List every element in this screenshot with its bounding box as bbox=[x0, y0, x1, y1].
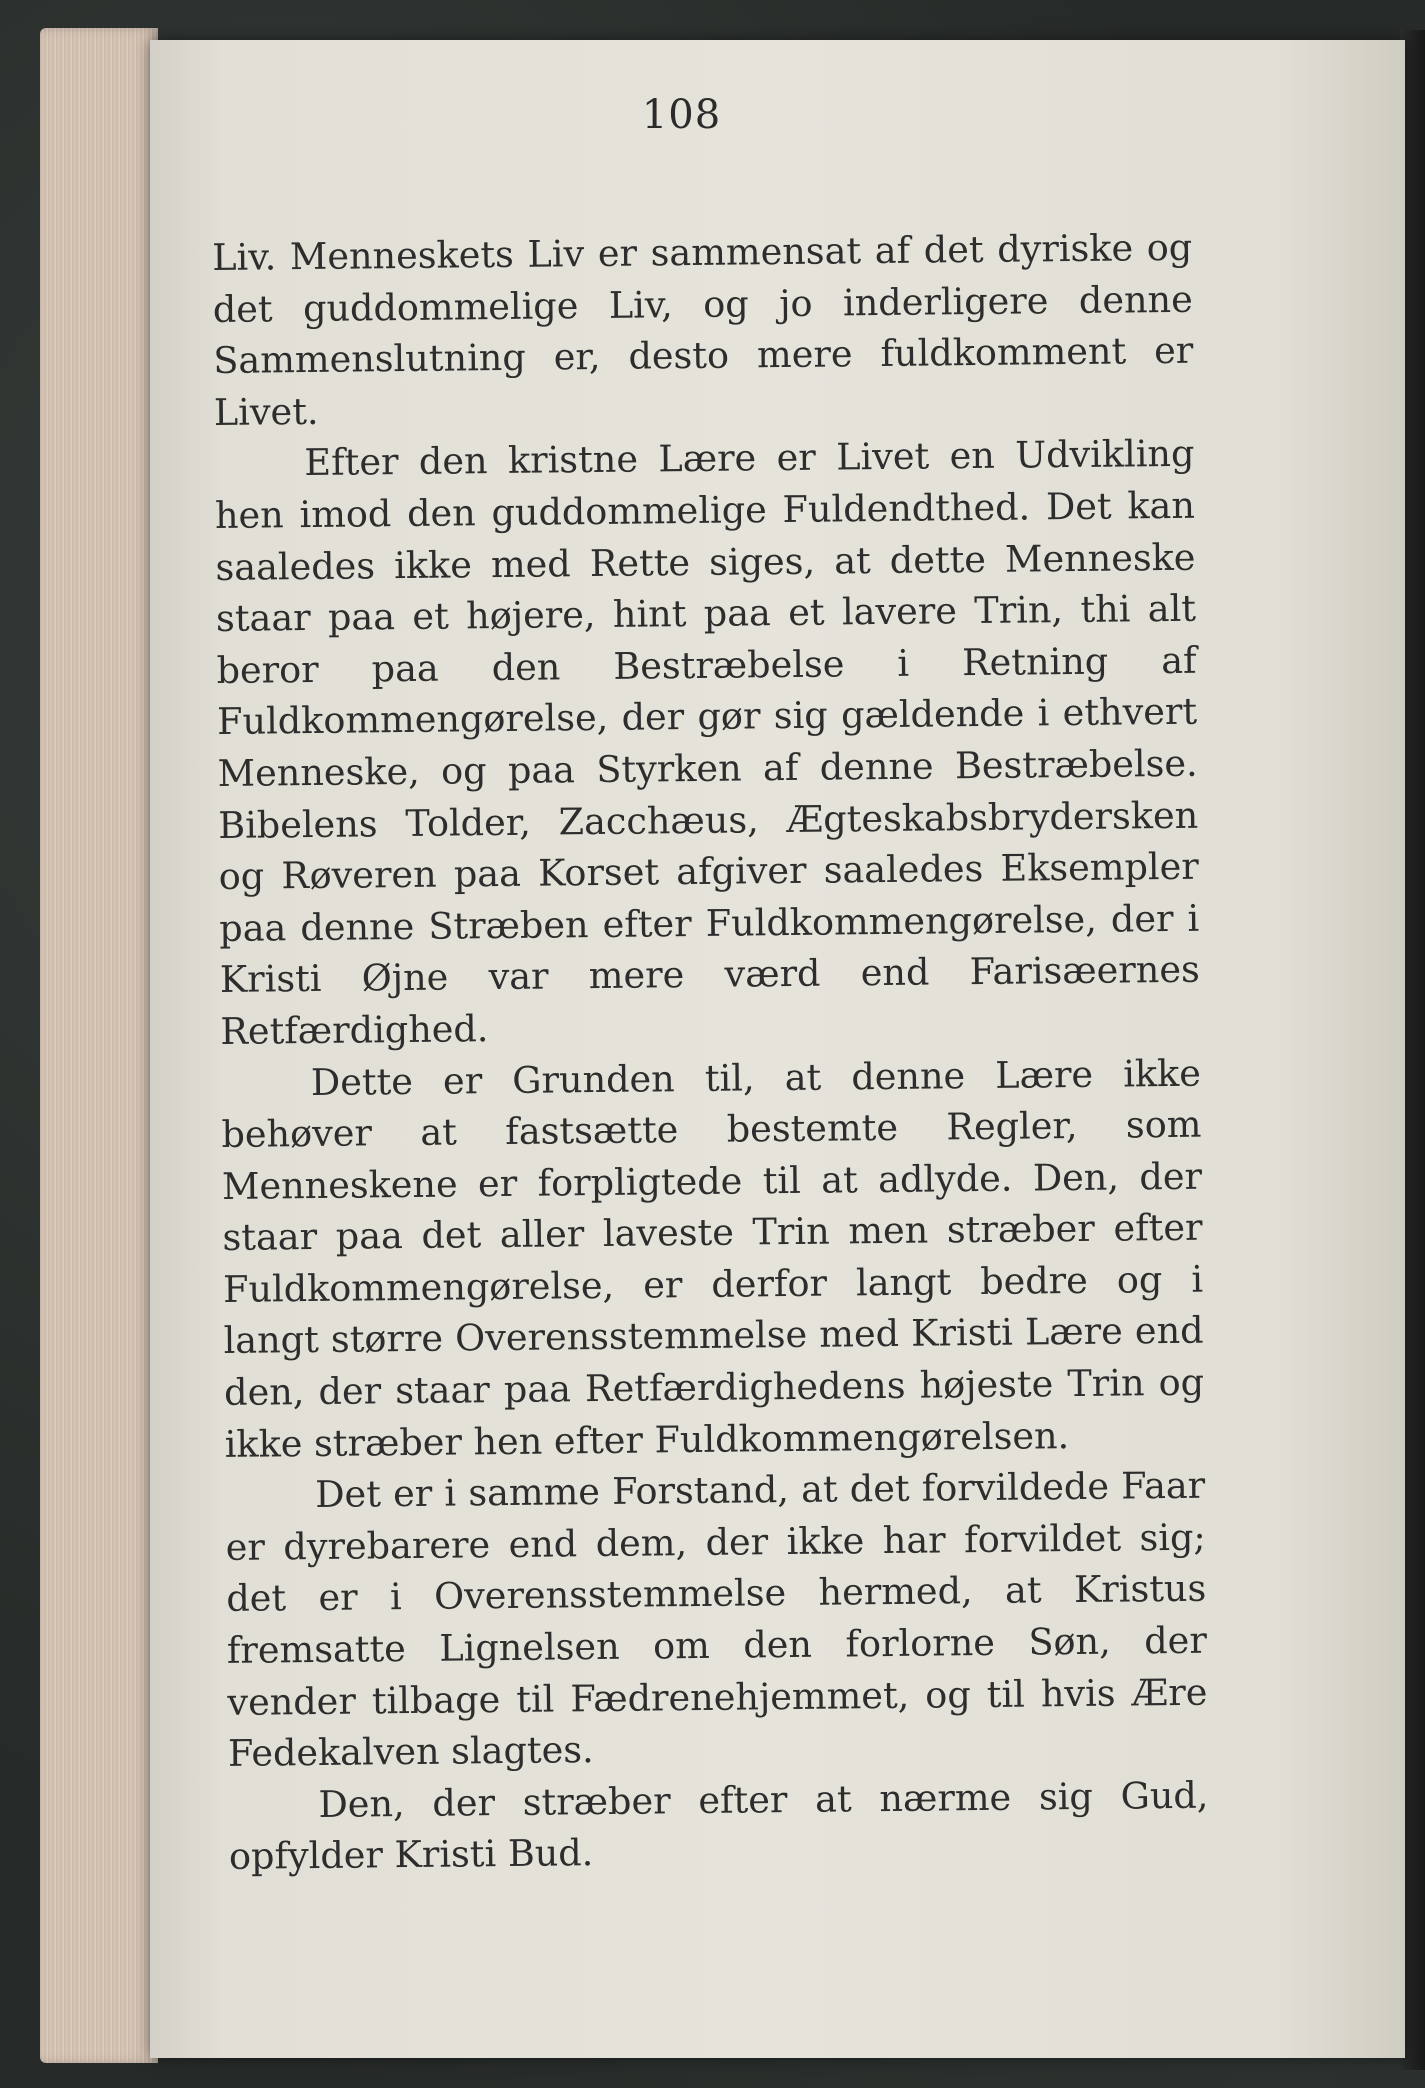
paragraph-3: Dette er Grunden til, at denne Lære ikke behøver at fastsætte bestemte Regler, som Menneskene er forpligtede til at adlyde. Den, der staar paa det aller laveste Trin men stræber efter Fuldkommengørelse, er derfor langt bedre og i langt større Overensstemmelse med Kristi Lære end den, der staar paa Retfærdighedens højeste Trin og ikke stræber hen efter Fuldkommengørelsen. bbox=[221, 1051, 1205, 1466]
page-text bbox=[212, 222, 1209, 1883]
page-edges bbox=[40, 28, 158, 2063]
paragraph-5: Den, der stræber efter at nærme sig Gud, opfylder Kristi Bud. bbox=[228, 1773, 1209, 1879]
paragraph-4: Det er i samme Forstand, at det forvildede Faar er dyrebarere end dem, der ikke har forvildet sig; det er i Overensstemmelse hermed, at Kristus fremsatte Lignelsen om den forlorne Søn, der vender tilbage til Fædrenehjemmet, og til hvis Ære Fedekalven slagtes. bbox=[225, 1463, 1208, 1776]
page-number: 108 bbox=[641, 92, 722, 138]
paragraph-2: Efter den kristne Lære er Livet en Udvikling hen imod den guddommelige Fuldendthed. Det kan saaledes ikke med Rette siges, at dette Menneske staar paa et højere, hint paa et lavere Trin, thi alt beror paa den Bestræbelse i Retning af Fuldkommengørelse, der gør sig gældende i ethvert Menneske, og paa Styrken af denne Bestræbelse. Bibelens Tolder, Zacchæus, Ægteskabsbrydersken og Røveren paa Korset afgiver saaledes Eksempler paa denne Stræben efter Fuldkommengørelse, der i Kristi Øjne var mere værd end Farisæernes Retfærdighed. bbox=[214, 432, 1201, 1053]
paragraph-1: Liv. Menneskets Liv er sammensat af det dyriske og det guddommelige Liv, og jo inderligere denne Sammenslutning er, desto mere fuldkomment er Livet. bbox=[212, 225, 1194, 434]
